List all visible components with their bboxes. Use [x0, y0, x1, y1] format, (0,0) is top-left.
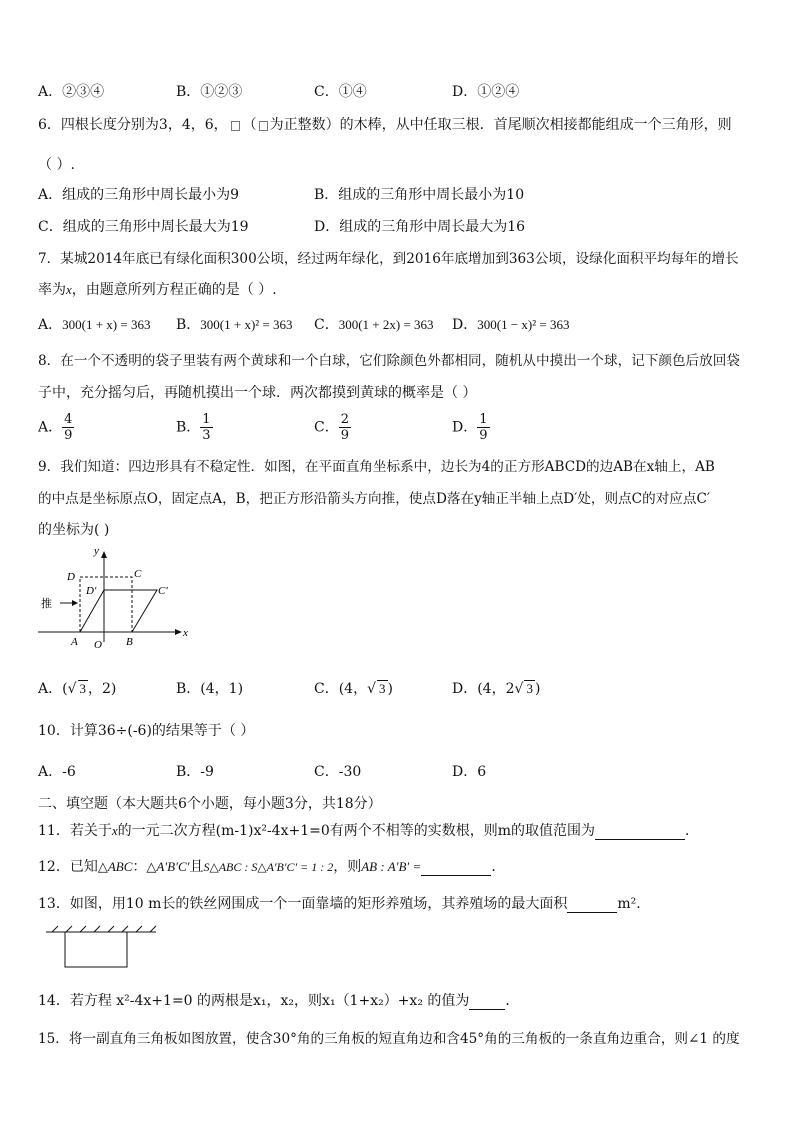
q10-option-b: B．-9	[176, 764, 214, 780]
label-D: D	[67, 571, 75, 583]
q13-unit: m²．	[617, 896, 651, 912]
denominator: 9	[479, 428, 488, 443]
q10-option-c: C．-30	[314, 764, 362, 780]
option-label: D．(4，2	[452, 681, 515, 697]
q9-stem-line1: 9．我们知道：四边形具有不稳定性．如图，在平面直角坐标系中，边长为4的正方形ABCD的边AB在x轴上，AB	[38, 459, 715, 475]
q6-stem	[38, 116, 732, 134]
option-label: D．	[452, 317, 478, 333]
option-equation: 300(1 + x)² = 363	[200, 317, 293, 332]
q12-text: ．	[491, 859, 506, 875]
q8-option-d	[452, 412, 490, 443]
q11-answer-blank	[595, 825, 685, 840]
q11-text: 的一元二次方程(m-1)x²-4x+1=0有两个不相等的实数根，则m的取值范围为	[117, 823, 596, 839]
option-label: A．	[38, 317, 63, 333]
q11-variable: x	[111, 823, 118, 838]
label-D-prime: D′	[86, 585, 97, 597]
q7-option-b	[176, 316, 293, 334]
q12-question-expr: AB : A′B′ =	[361, 859, 422, 874]
label-B: B	[126, 636, 133, 648]
option-text: ，2)	[88, 681, 117, 697]
q12-text: ，则	[333, 859, 362, 875]
q10-stem: 10．计算36÷(-6)的结果等于（ ）	[38, 723, 255, 739]
q12-area-ratio: S△ABC : S△A′B′C′ = 1 : 2	[203, 860, 334, 874]
missing-symbol-box	[259, 121, 268, 131]
option-equation: 300(1 + 2x) = 363	[338, 317, 434, 332]
q5-option-b: B．①②③	[176, 84, 243, 100]
q10-option-d: D．6	[452, 764, 487, 780]
option-text: )	[534, 681, 541, 697]
q8-option-b	[176, 412, 213, 443]
section-heading: 二、填空题（本大题共6个小题，每小题3分，共18分）	[38, 796, 382, 812]
option-equation: 300(1 − x)² = 363	[477, 317, 570, 332]
numerator: 1	[479, 412, 488, 427]
q12-text: ：	[132, 859, 147, 875]
q6-option-c: C．组成的三角形中周长最大为19	[38, 219, 249, 235]
q5-option-c: C．①④	[314, 84, 367, 100]
q6-stem-part2: （	[242, 117, 257, 133]
label-C-prime: C′	[158, 585, 168, 597]
q8-stem-line2: 子中，充分摇匀后，再随机摸出一个球．两次都摸到黄球的概率是（ ）	[38, 385, 477, 401]
missing-symbol-box	[231, 121, 240, 131]
y-axis-label: y	[94, 545, 99, 557]
q7-option-a	[38, 316, 150, 334]
denominator: 9	[64, 428, 73, 443]
denominator: 9	[340, 428, 349, 443]
q9-option-c	[314, 680, 393, 698]
q6-stem-part3: 为正整数）的木棒，从中任取三根．首尾顺次相接都能组成一个三角形，则	[269, 117, 732, 133]
q13-figure	[44, 924, 160, 972]
q7-stem-line2	[38, 281, 277, 299]
q6-option-a: A．组成的三角形中周长最小为9	[38, 187, 240, 203]
option-label: D．	[452, 419, 478, 436]
q6-stem-part1: 6．四根长度分别为3，4，6，	[38, 117, 228, 133]
q8-option-c	[314, 412, 351, 443]
option-label: B．	[176, 419, 201, 436]
option-text: )	[387, 681, 393, 697]
sqrt-icon: √	[67, 681, 77, 697]
q5-option-a: A．②③④	[38, 84, 105, 100]
q7-variable: x	[66, 282, 72, 297]
q9-figure	[36, 542, 196, 652]
q7-text: 率为	[38, 282, 66, 298]
fraction	[200, 412, 212, 443]
option-label: A．(	[38, 681, 68, 697]
q12-text: 12．已知	[38, 859, 98, 875]
q8-option-a	[38, 412, 74, 443]
q14-stem	[38, 992, 519, 1010]
q9-option-d	[452, 680, 540, 698]
q7-text: ，由题意所列方程正确的是（ ）.	[71, 282, 277, 298]
q12-text: 且	[189, 859, 204, 875]
q9-option-b: B．(4，1)	[176, 681, 244, 697]
q7-option-c	[314, 316, 434, 334]
denominator: 3	[202, 428, 211, 443]
q11-text: 11．若关于	[38, 823, 112, 839]
fraction	[477, 412, 489, 443]
q9-stem-line3: 的坐标为( )	[38, 522, 110, 538]
label-A: A	[71, 636, 78, 648]
label-O: O	[94, 639, 102, 651]
option-label: C．	[314, 419, 339, 436]
fraction	[62, 412, 74, 443]
x-axis-label: x	[183, 627, 188, 639]
q12-stem	[38, 858, 505, 876]
q12-answer-blank	[421, 861, 491, 876]
option-label: A．	[38, 419, 63, 436]
option-label: B．	[176, 317, 201, 333]
q6-option-b: B．组成的三角形中周长最小为10	[314, 187, 525, 203]
q5-option-d: D．①②④	[452, 84, 520, 100]
q11-stem	[38, 822, 699, 840]
q13-text: 13．如图，用10 m长的铁丝网围成一个一面靠墙的矩形养殖场，其养殖场的最大面积	[38, 896, 568, 912]
y-axis-arrow-icon	[101, 551, 107, 558]
radicand: 3	[526, 681, 533, 696]
q7-stem-line1: 7．某城2014年底已有绿化面积300公顷，经过两年绿化，到2016年底增加到363公顷，设绿化面积平均每年的增长	[38, 251, 739, 267]
sqrt-icon: √	[514, 681, 524, 697]
x-axis-arrow-icon	[175, 629, 182, 635]
q12-triangle-2: △A′B′C′	[146, 859, 190, 874]
wall-hatching	[52, 926, 156, 932]
push-arrow-icon	[72, 600, 78, 606]
q8-stem-line1: 8．在一个不透明的袋子里装有两个黄球和一个白球，它们除颜色外都相同，随机从中摸出一个球，记下颜色后放回袋	[38, 353, 740, 369]
q11-text: ．	[685, 823, 700, 839]
q14-answer-blank	[469, 995, 505, 1010]
q14-text: 14．若方程 x²-4x+1=0 的两根是x₁，x₂，则x₁（1+x₂）+x₂ 的值为	[38, 993, 470, 1009]
label-C: C	[134, 568, 142, 580]
option-label: C．	[314, 317, 339, 333]
fraction	[339, 412, 351, 443]
radicand: 3	[379, 681, 386, 696]
option-label: C．(4，	[314, 681, 368, 697]
numerator: 4	[64, 412, 73, 427]
sqrt-icon: √	[367, 681, 377, 697]
q12-triangle-1: △ABC	[97, 859, 133, 874]
q14-text: ．	[505, 993, 520, 1009]
q10-option-a: A．-6	[38, 764, 76, 780]
option-equation: 300(1 + x) = 363	[62, 317, 151, 332]
q6-option-d: D．组成的三角形中周长最大为16	[314, 219, 526, 235]
q9-option-a	[38, 680, 116, 698]
q15-stem: 15．将一副直角三角板如图放置，使含30°角的三角板的短直角边和含45°角的三角板的一条直角边重合，则∠1 的度	[38, 1031, 740, 1047]
q13-answer-blank	[567, 898, 617, 913]
q13-stem	[38, 895, 650, 913]
label-push: 推	[41, 598, 52, 610]
q7-option-d	[452, 316, 569, 334]
radicand: 3	[79, 681, 86, 696]
q6-answer-paren: （ ）.	[38, 157, 75, 173]
numerator: 2	[340, 412, 349, 427]
q9-stem-line2: 的中点是坐标原点O，固定点A，B，把正方形沿箭头方向推，使点D落在y轴正半轴上点D′处，则点C的对应点C′	[38, 491, 710, 507]
fence-rectangle	[65, 932, 127, 967]
numerator: 1	[202, 412, 211, 427]
